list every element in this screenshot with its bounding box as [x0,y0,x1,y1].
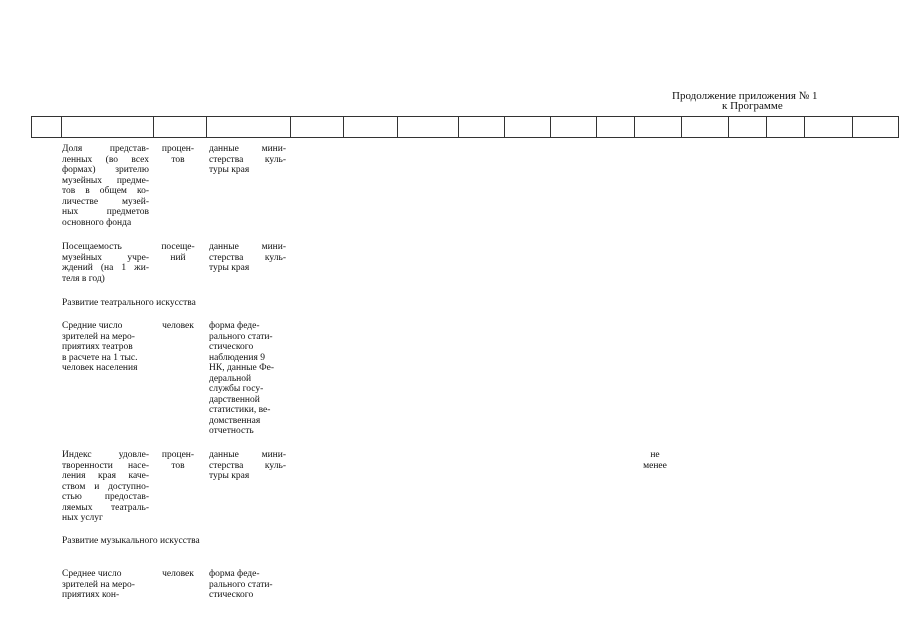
header-cell [62,117,154,138]
indicator-theatre-attendance: Средние число зрителей на меро- приятиях театров в расчете на 1 тыс. человек населения [62,321,138,373]
source-ministry: данные мини- стерства куль- туры края [209,450,286,481]
header-cell [597,117,635,138]
indicator-museum-share: Доля представ- ленных (во всех формах) зрителю музейных предме- тов в общем ко- личестве музей- ных предметов основного фонда [62,144,149,228]
header-cell [682,117,729,138]
indicator-satisfaction-index: Индекс удовле- творенности насе- ления края каче- ством и доступно- стью предостав- ляемых театраль- ных услуг [62,450,149,523]
indicator-museum-attendance: Посещаемость музейных учре- ждений (на 1 жи- теля в год) [62,242,149,284]
header-cell [154,117,207,138]
unit-people: человек [162,321,194,331]
header-cell [398,117,459,138]
header-cell [344,117,398,138]
unit-percent: процен- тов [161,450,195,471]
section-music: Развитие музыкального искусства [62,536,200,546]
header-program: к Программе [722,100,783,112]
source-statistics-form: форма феде- рального стати- стического наблюдения 9 НК, данные Фе- деральной службы госу- дарственной статистики, ве- домственная отчетность [209,321,275,436]
header-continuation: Продолжение приложения № 1 [672,90,818,102]
header-cell [767,117,805,138]
header-cell [459,117,505,138]
target-note: не менее [643,450,667,471]
header-cell [291,117,344,138]
header-cell [635,117,682,138]
unit-visits: посеще- ний [161,242,195,263]
header-cell [207,117,291,138]
unit-percent: процен- тов [161,144,195,165]
indicator-concert-attendance: Среднее число зрителей на меро- приятиях кон- [62,569,135,600]
unit-people: человек [162,569,194,579]
header-cell [505,117,551,138]
source-statistics-form: форма феде- рального стати- стического [209,569,273,600]
section-theatre: Развитие театрального искусства [62,298,196,308]
header-cell [729,117,767,138]
header-cell [805,117,853,138]
source-ministry: данные мини- стерства куль- туры края [209,242,286,273]
source-ministry: данные мини- стерства куль- туры края [209,144,286,175]
header-cell [32,117,62,138]
header-cell [853,117,899,138]
header-cell [551,117,597,138]
column-header-table [31,116,899,138]
